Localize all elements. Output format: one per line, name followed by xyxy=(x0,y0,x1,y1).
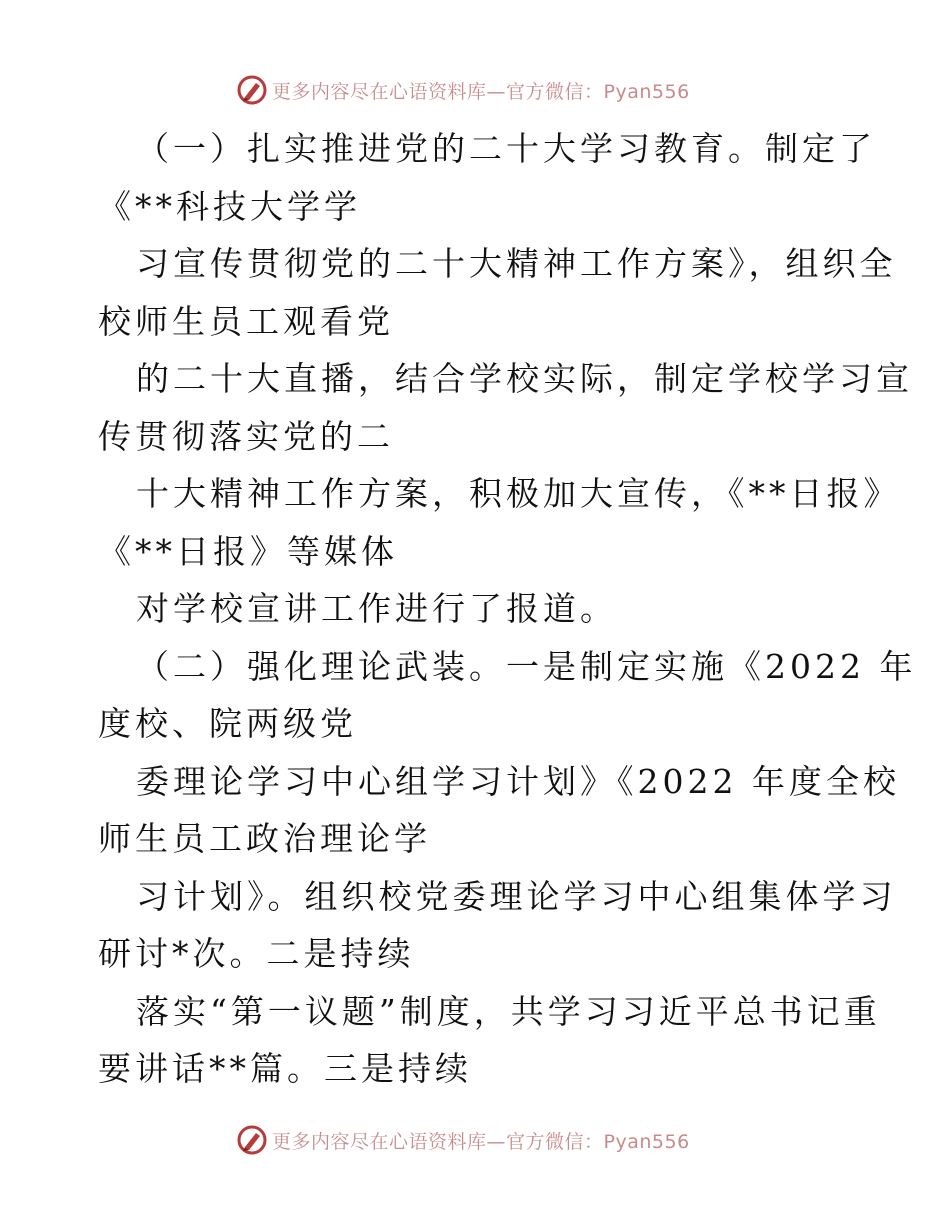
text-line: 《**日报》等媒体 xyxy=(98,531,398,571)
text-line: 师生员工政治理论学 xyxy=(98,819,431,858)
text-line: 对学校宣讲工作进行了报道。 xyxy=(136,589,617,628)
text-line: 落实“第一议题”制度，共学习习近平总书记重 xyxy=(136,991,881,1031)
text-line: 习计划》。组织校党委理论学习中心组集体学习 xyxy=(136,876,897,916)
pen-logo-icon xyxy=(236,1124,268,1156)
header-banner xyxy=(236,72,756,108)
footer-banner-text: 更多内容尽在心语资料库—官方微信：Pyan556 xyxy=(272,1130,690,1153)
text-line: 传贯彻落实党的二 xyxy=(98,416,394,456)
footer-banner xyxy=(236,1122,756,1158)
text-line: 校师生员工观看党 xyxy=(98,301,394,341)
pen-logo-icon xyxy=(236,74,268,106)
text-line: （二）强化理论武装。一是制定实施《2022 年 xyxy=(136,646,917,686)
document-body xyxy=(98,120,917,1098)
text-line: 习宣传贯彻党的二十大精神工作方案》，组织全 xyxy=(136,244,897,283)
text-line: 研讨*次。二是持续 xyxy=(98,934,415,973)
text-line: 的二十大直播，结合学校实际，制定学校学习宣 xyxy=(136,359,913,398)
text-line: 《**科技大学学 xyxy=(98,186,361,226)
text-line: 度校、院两级党 xyxy=(98,704,357,743)
text-line: 要讲话**篇。三是持续 xyxy=(98,1049,472,1088)
header-banner-text: 更多内容尽在心语资料库—官方微信：Pyan556 xyxy=(272,80,690,103)
text-line: 十大精神工作方案，积极加大宣传，《**日报》 xyxy=(136,474,901,513)
text-line: 委理论学习中心组学习计划》《2022 年度全校 xyxy=(136,761,900,801)
text-line: （一）扎实推进党的二十大学习教育。制定了 xyxy=(136,129,876,168)
